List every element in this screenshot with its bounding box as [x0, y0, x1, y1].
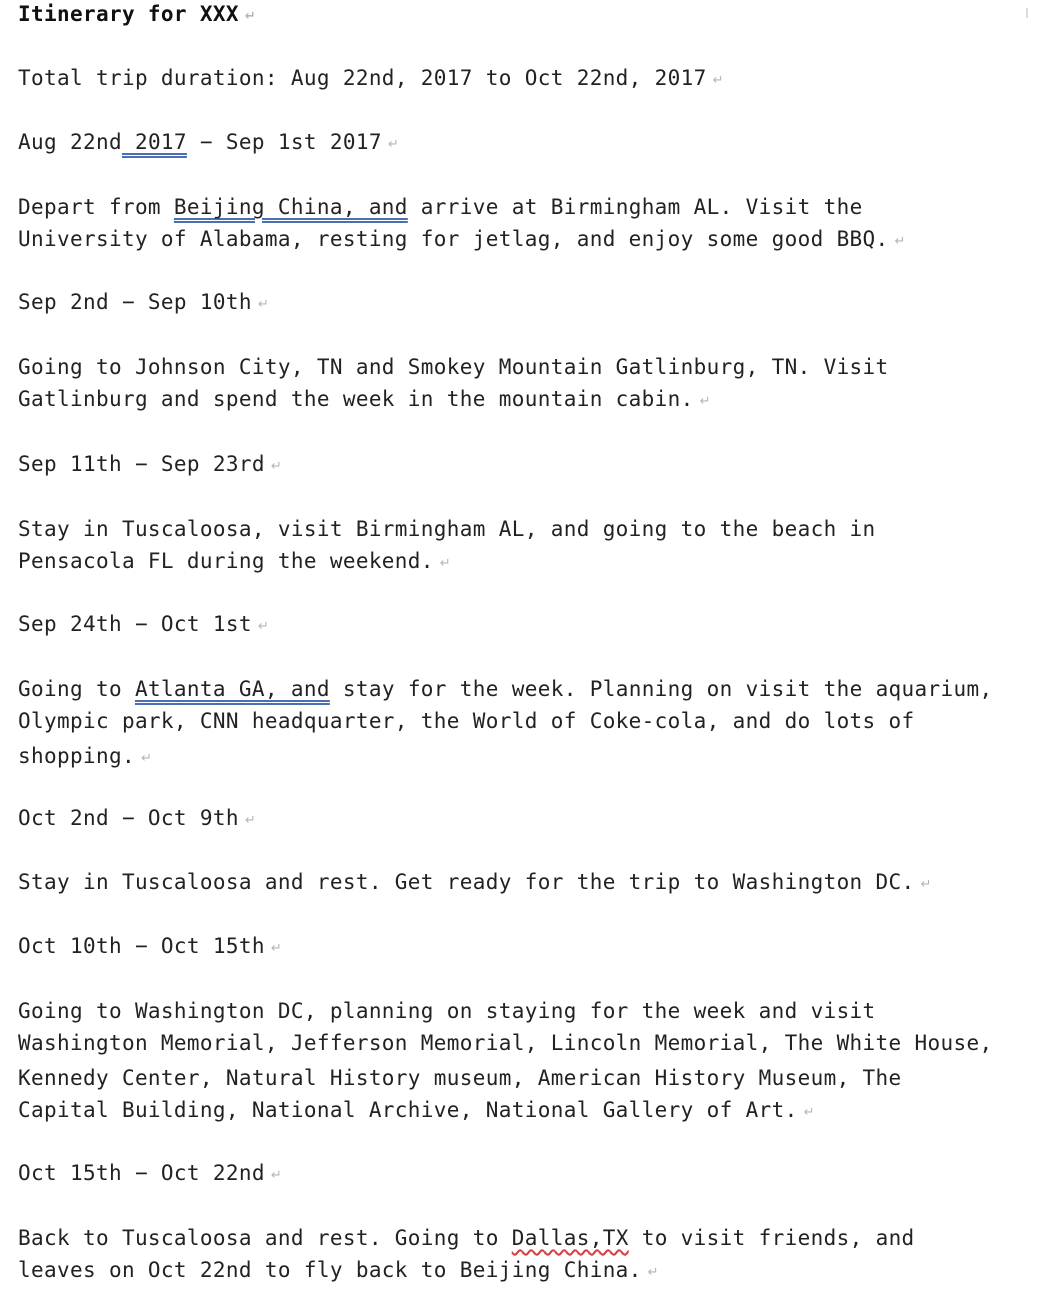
paragraph-mark-icon: ↵: [140, 751, 153, 766]
description-4-line-3: shopping. ↵: [18, 744, 153, 768]
paragraph-mark-icon: ↵: [244, 813, 257, 828]
paragraph-mark-icon: ↵: [439, 556, 452, 571]
paragraph-mark-icon: ↵: [699, 394, 711, 409]
description-3-line-2: Pensacola FL during the weekend. ↵: [18, 549, 452, 573]
spelling-underline: Dallas,TX: [511, 1226, 629, 1250]
date-range-6: Oct 10th − Oct 15th ↵: [18, 934, 283, 958]
description-1-line-2: University of Alabama, resting for jetlag, and enjoy some good BBQ. ↵: [18, 227, 906, 251]
description-2-line-1: Going to Johnson City, TN and Smokey Mountain Gatlinburg, TN. Visit: [18, 355, 889, 379]
paragraph-mark-icon: ↵: [270, 459, 283, 474]
description-5-line-1: Stay in Tuscaloosa and rest. Get ready for the trip to Washington DC. ↵: [18, 870, 932, 894]
paragraph-mark-icon: ↵: [244, 9, 257, 24]
paragraph-mark-icon: ↵: [270, 1168, 283, 1183]
description-7-line-1: Back to Tuscaloosa and rest. Going to Dallas,TX to visit friends, and: [18, 1226, 915, 1250]
paragraph-mark-icon: ↵: [920, 877, 932, 892]
date-range-5: Oct 2nd − Oct 9th ↵: [18, 806, 257, 830]
title-text: Itinerary for XXX: [18, 2, 239, 26]
page-corner-mark: [1026, 8, 1028, 18]
paragraph-mark-icon: ↵: [257, 619, 270, 634]
date-range-4: Sep 24th − Oct 1st ↵: [18, 612, 270, 636]
grammar-underline: Atlanta GA, and: [134, 677, 330, 701]
paragraph-mark-icon: ↵: [387, 137, 400, 152]
description-2-line-2: Gatlinburg and spend the week in the mountain cabin. ↵: [18, 387, 711, 411]
paragraph-mark-icon: ↵: [894, 234, 906, 249]
trip-duration: [18, 65, 724, 94]
description-4-line-1: Going to Atlanta GA, and stay for the week. Planning on visit the aquarium,: [18, 677, 993, 701]
date-range-3: Sep 11th − Sep 23rd ↵: [18, 452, 283, 476]
description-3-line-1: Stay in Tuscaloosa, visit Birmingham AL, and going to the beach in: [18, 517, 876, 541]
grammar-underline: Beijing China, and: [173, 195, 408, 219]
paragraph-mark-icon: ↵: [257, 297, 270, 312]
paragraph-mark-icon: ↵: [712, 73, 724, 88]
paragraph-mark-icon: ↵: [647, 1265, 659, 1280]
description-1-line-1: Depart from Beijing China, and arrive at Birmingham AL. Visit the: [18, 195, 863, 219]
date-range-1: Aug 22nd 2017 − Sep 1st 2017 ↵: [18, 130, 400, 154]
date-range-7: Oct 15th − Oct 22nd ↵: [18, 1161, 283, 1185]
grammar-underline: 2017: [121, 130, 187, 154]
paragraph-mark-icon: ↵: [803, 1105, 815, 1120]
paragraph-mark-icon: ↵: [270, 941, 283, 956]
document-title: [18, 1, 256, 30]
description-6-line-4: Capital Building, National Archive, National Gallery of Art. ↵: [18, 1098, 815, 1122]
description-6-line-3: Kennedy Center, Natural History museum, American History Museum, The: [18, 1066, 902, 1090]
description-4-line-2: Olympic park, CNN headquarter, the World of Coke-cola, and do lots of: [18, 709, 915, 733]
duration-text: Total trip duration: Aug 22nd, 2017 to Oct 22nd, 2017: [18, 66, 707, 90]
date-range-2: Sep 2nd − Sep 10th ↵: [18, 290, 270, 314]
description-6-line-2: Washington Memorial, Jefferson Memorial, Lincoln Memorial, The White House,: [18, 1031, 993, 1055]
description-6-line-1: Going to Washington DC, planning on staying for the week and visit: [18, 999, 876, 1023]
description-7-line-2: leaves on Oct 22nd to fly back to Beijing China. ↵: [18, 1258, 659, 1282]
